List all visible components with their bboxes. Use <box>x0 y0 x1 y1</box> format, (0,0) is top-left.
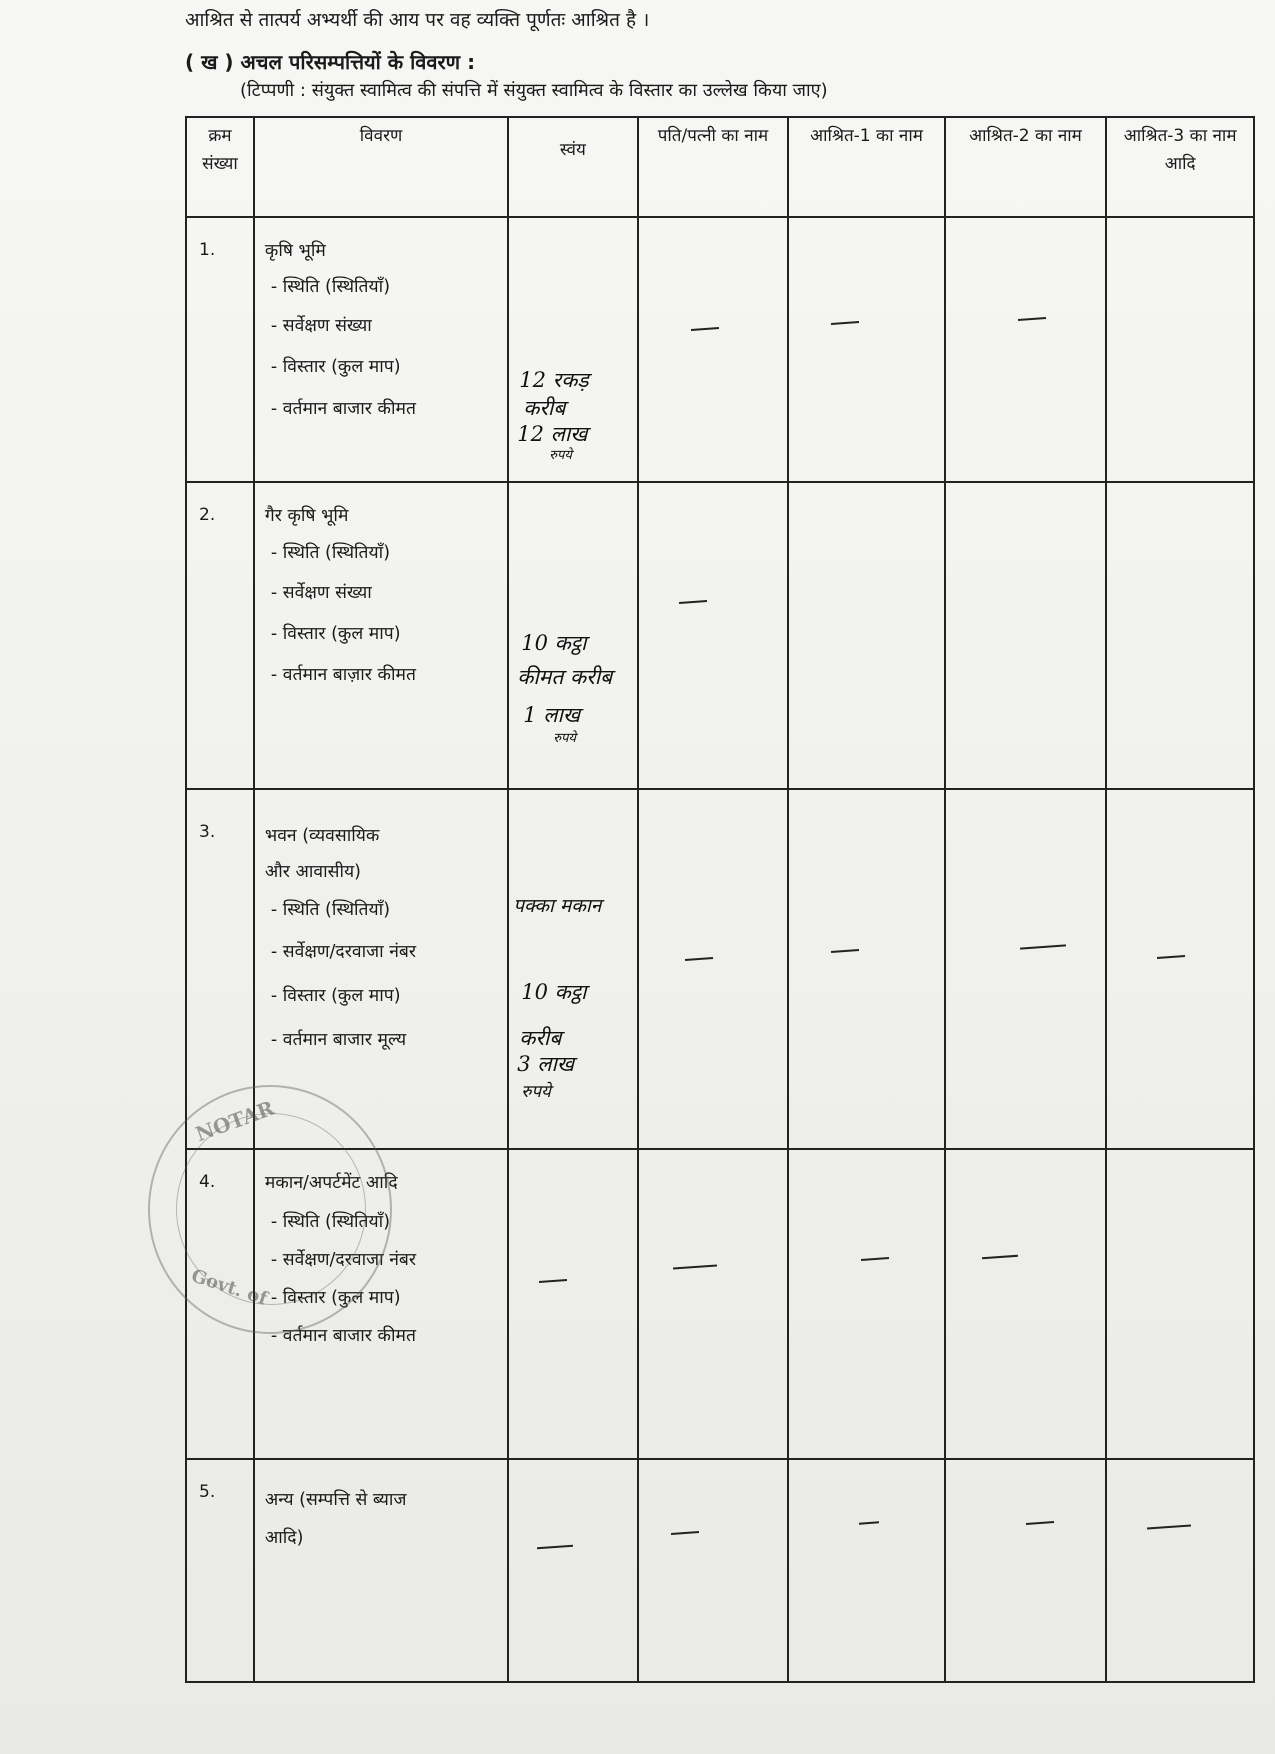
header-dependent-3: आश्रित-3 का नाम आदि <box>1106 117 1254 217</box>
self-cell <box>508 1459 637 1682</box>
row-number: 4. <box>186 1149 254 1459</box>
nil-dash <box>861 1257 889 1261</box>
header-spouse: पति/पत्नी का नाम <box>638 117 789 217</box>
row-details <box>254 1459 508 1682</box>
nil-dash <box>831 321 859 325</box>
header-dependent-2: आश्रित-2 का नाम <box>945 117 1107 217</box>
nil-dash <box>982 1255 1018 1260</box>
nil-dash <box>690 327 718 331</box>
nil-dash <box>1026 1521 1054 1525</box>
self-cell <box>508 789 637 1149</box>
nil-dash <box>1147 1524 1191 1529</box>
row-item: - विस्तार (कुल माप) <box>270 986 401 1006</box>
nil-dash <box>1157 955 1185 959</box>
row-number: 3. <box>186 789 254 1149</box>
row-number: 2. <box>186 482 254 789</box>
self-cell <box>508 1149 637 1459</box>
handwritten-value: करीब <box>523 396 566 420</box>
handwritten-value: रुपये <box>521 1082 551 1102</box>
spouse-cell <box>638 1149 789 1459</box>
stamp-top-text: NOTAR <box>192 1095 278 1147</box>
section-heading: ( ख ) अचल परिसम्पत्तियों के विवरण : <box>185 50 476 74</box>
handwritten-value: 12 लाख <box>517 422 588 446</box>
spouse-cell <box>638 217 789 482</box>
handwritten-value: रुपये <box>553 731 576 746</box>
dependent-3-cell <box>1106 789 1254 1149</box>
header-dependent-1: आश्रित-1 का नाम <box>788 117 944 217</box>
dependent-1-cell <box>788 1459 944 1682</box>
handwritten-value: कीमत करीब <box>517 665 613 689</box>
nil-dash <box>678 600 706 604</box>
row-item: - सर्वेक्षण संख्या <box>270 583 372 603</box>
dependent-1-cell <box>788 1149 944 1459</box>
row-title: भवन (व्यवसायिक <box>264 826 380 846</box>
row-item: - स्थिति (स्थितियाँ) <box>270 543 391 563</box>
handwritten-value: 1 लाख <box>523 703 581 727</box>
row-title: कृषि भूमि <box>264 241 326 261</box>
row-item: - विस्तार (कुल माप) <box>270 357 401 377</box>
spouse-cell <box>638 482 789 789</box>
nil-dash <box>670 1531 698 1535</box>
row-item: - स्थिति (स्थितियाँ) <box>270 900 391 920</box>
row-details <box>254 482 508 789</box>
dependent-2-cell <box>945 217 1107 482</box>
row-item: - वर्तमान बाजार मूल्य <box>270 1030 407 1050</box>
row-title: अन्य (सम्पत्ति से ब्याज <box>264 1490 407 1510</box>
handwritten-value: करीब <box>519 1026 562 1050</box>
row-item: - सर्वेक्षण/दरवाजा नंबर <box>270 942 417 962</box>
nil-dash <box>684 957 712 961</box>
handwritten-value: 3 लाख <box>517 1052 575 1076</box>
table-row <box>186 1459 1254 1682</box>
row-item: - वर्तमान बाज़ार कीमत <box>270 665 416 685</box>
nil-dash <box>831 949 859 953</box>
handwritten-value: रुपये <box>549 448 572 463</box>
row-item: - विस्तार (कुल माप) <box>270 624 401 644</box>
nil-dash <box>859 1521 879 1524</box>
row-title: मकान/अपर्टमेंट आदि <box>264 1173 398 1193</box>
spouse-cell <box>638 1459 789 1682</box>
notary-stamp <box>148 1085 392 1334</box>
self-cell <box>508 217 637 482</box>
table-row <box>186 482 1254 789</box>
dependent-2-cell <box>945 1149 1107 1459</box>
handwritten-extent: 10 कट्ठा <box>521 980 587 1004</box>
row-details <box>254 217 508 482</box>
dependent-2-cell <box>945 482 1107 789</box>
row-title: और आवासीय) <box>264 862 362 882</box>
handwritten-extent: 10 कट्ठा <box>521 631 587 655</box>
nil-dash <box>1018 317 1046 321</box>
row-item: - वर्तमान बाजार कीमत <box>270 399 416 419</box>
intro-line: आश्रित से तात्पर्य अभ्यर्थी की आय पर वह व्यक्ति पूर्णतः आश्रित है । <box>185 9 650 31</box>
dependent-2-cell <box>945 789 1107 1149</box>
nil-dash <box>537 1545 573 1550</box>
row-item: - स्थिति (स्थितियाँ) <box>270 277 391 297</box>
row-item: - सर्वेक्षण/दरवाजा नंबर <box>270 1250 417 1270</box>
stamp-bottom-text: Govt. of <box>188 1265 270 1310</box>
table-row <box>186 217 1254 482</box>
header-details: विवरण <box>254 117 508 217</box>
dependent-3-cell <box>1106 482 1254 789</box>
section-note: (टिप्पणी : संयुक्त स्वामित्व की संपत्ति में संयुक्त स्वामित्व के विस्तार का उल्लेख किया जाए) <box>240 80 828 101</box>
nil-dash <box>539 1279 567 1283</box>
dependent-1-cell <box>788 789 944 1149</box>
nil-dash <box>673 1264 717 1269</box>
self-cell <box>508 482 637 789</box>
dependent-2-cell <box>945 1459 1107 1682</box>
nil-dash <box>1020 944 1066 949</box>
table-row <box>186 789 1254 1149</box>
handwritten-extent: 12 रकड़ <box>519 368 589 392</box>
table-header-row <box>186 117 1254 217</box>
immovable-assets-table <box>185 116 1255 1683</box>
row-item: - स्थिति (स्थितियाँ) <box>270 1212 391 1232</box>
row-number: 5. <box>186 1459 254 1682</box>
header-self: स्वंय <box>508 117 637 217</box>
spouse-cell <box>638 789 789 1149</box>
row-number: 1. <box>186 217 254 482</box>
row-item: - विस्तार (कुल माप) <box>270 1288 401 1308</box>
row-title: आदि) <box>264 1528 304 1548</box>
header-sr-no: क्रम संख्या <box>186 117 254 217</box>
dependent-1-cell <box>788 482 944 789</box>
row-title: गैर कृषि भूमि <box>264 506 349 526</box>
dependent-1-cell <box>788 217 944 482</box>
handwritten-status: पक्का मकान <box>513 895 602 917</box>
row-item: - सर्वेक्षण संख्या <box>270 316 372 336</box>
row-item: - वर्तमान बाजार कीमत <box>270 1326 416 1346</box>
dependent-3-cell <box>1106 1459 1254 1682</box>
dependent-3-cell <box>1106 1149 1254 1459</box>
dependent-3-cell <box>1106 217 1254 482</box>
